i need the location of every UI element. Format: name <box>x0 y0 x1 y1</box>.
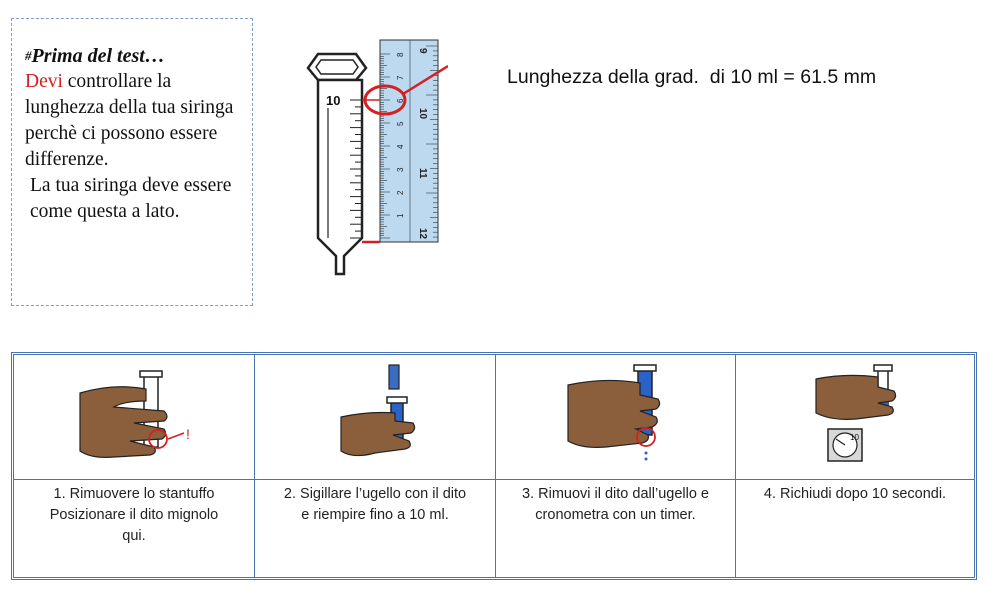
intro-paragraph <box>25 69 242 173</box>
ruler <box>380 40 438 242</box>
syringe-barrel <box>318 80 362 274</box>
step-2-image <box>255 355 496 480</box>
ruler-left-tick-label: 2 <box>396 190 405 195</box>
syringe-ruler-illustration <box>298 38 448 278</box>
barrel-label: 10 <box>326 93 341 108</box>
intro-box <box>11 18 253 306</box>
timer-label: 10 <box>850 433 859 442</box>
timer-icon <box>828 429 862 461</box>
ruler-left-tick-label: 1 <box>396 213 405 218</box>
length-note: Lunghezza della grad. di 10 ml = 61.5 mm <box>507 66 877 88</box>
step-4-caption: 4. Richiudi dopo 10 secondi. <box>763 486 947 502</box>
step-3-image <box>496 355 736 480</box>
ruler-left-tick-label: 4 <box>396 144 405 149</box>
hash-mark: # <box>25 48 32 63</box>
step-1-mark: ! <box>186 426 190 442</box>
intro-title <box>25 43 242 69</box>
ruler-right-tick-label: 10 <box>417 108 428 120</box>
ruler-left-tick-label: 6 <box>396 98 405 103</box>
hand-syringe-2-icon <box>255 355 495 479</box>
steps-table <box>11 352 977 580</box>
step-1-image <box>14 355 255 480</box>
ruler-right-tick-label: 12 <box>417 228 428 240</box>
intro-text-2: La tua siringa deve essere come questa a lato. <box>30 175 232 222</box>
step-3-cell <box>496 480 736 577</box>
step-2-cell <box>255 480 496 577</box>
intro-devi: Devi <box>25 71 63 92</box>
intro-text-1: controllare la lunghezza della tua siringa perchè ci possono essere differenze. <box>25 71 234 170</box>
step-2-caption: 2. Sigillare l’ugello con il dito e riempire fino a 10 ml. <box>283 486 467 523</box>
step-1-cell <box>14 480 255 577</box>
intro-title-text: Prima del test… <box>31 45 165 67</box>
hand-syringe-3-icon <box>496 355 736 479</box>
ruler-left-tick-label: 7 <box>396 75 405 80</box>
ruler-left-tick-label: 8 <box>396 52 405 57</box>
hand-syringe-1-icon <box>14 355 254 479</box>
step-4-image <box>736 355 974 480</box>
hand-syringe-4-icon <box>736 355 974 479</box>
ruler-left-tick-label: 5 <box>396 121 405 126</box>
step-1-caption: 1. Rimuovere lo stantuffo Posizionare il dito mignolo qui. <box>49 486 219 544</box>
ruler-right-tick-label: 11 <box>417 168 428 179</box>
step-3-caption: 3. Rimuovi il dito dall’ugello e cronometra con un timer. <box>522 486 709 523</box>
ruler-left-tick-label: 3 <box>396 167 405 172</box>
step-4-cell <box>736 480 974 577</box>
ruler-right-tick-label: 9 <box>417 48 428 54</box>
